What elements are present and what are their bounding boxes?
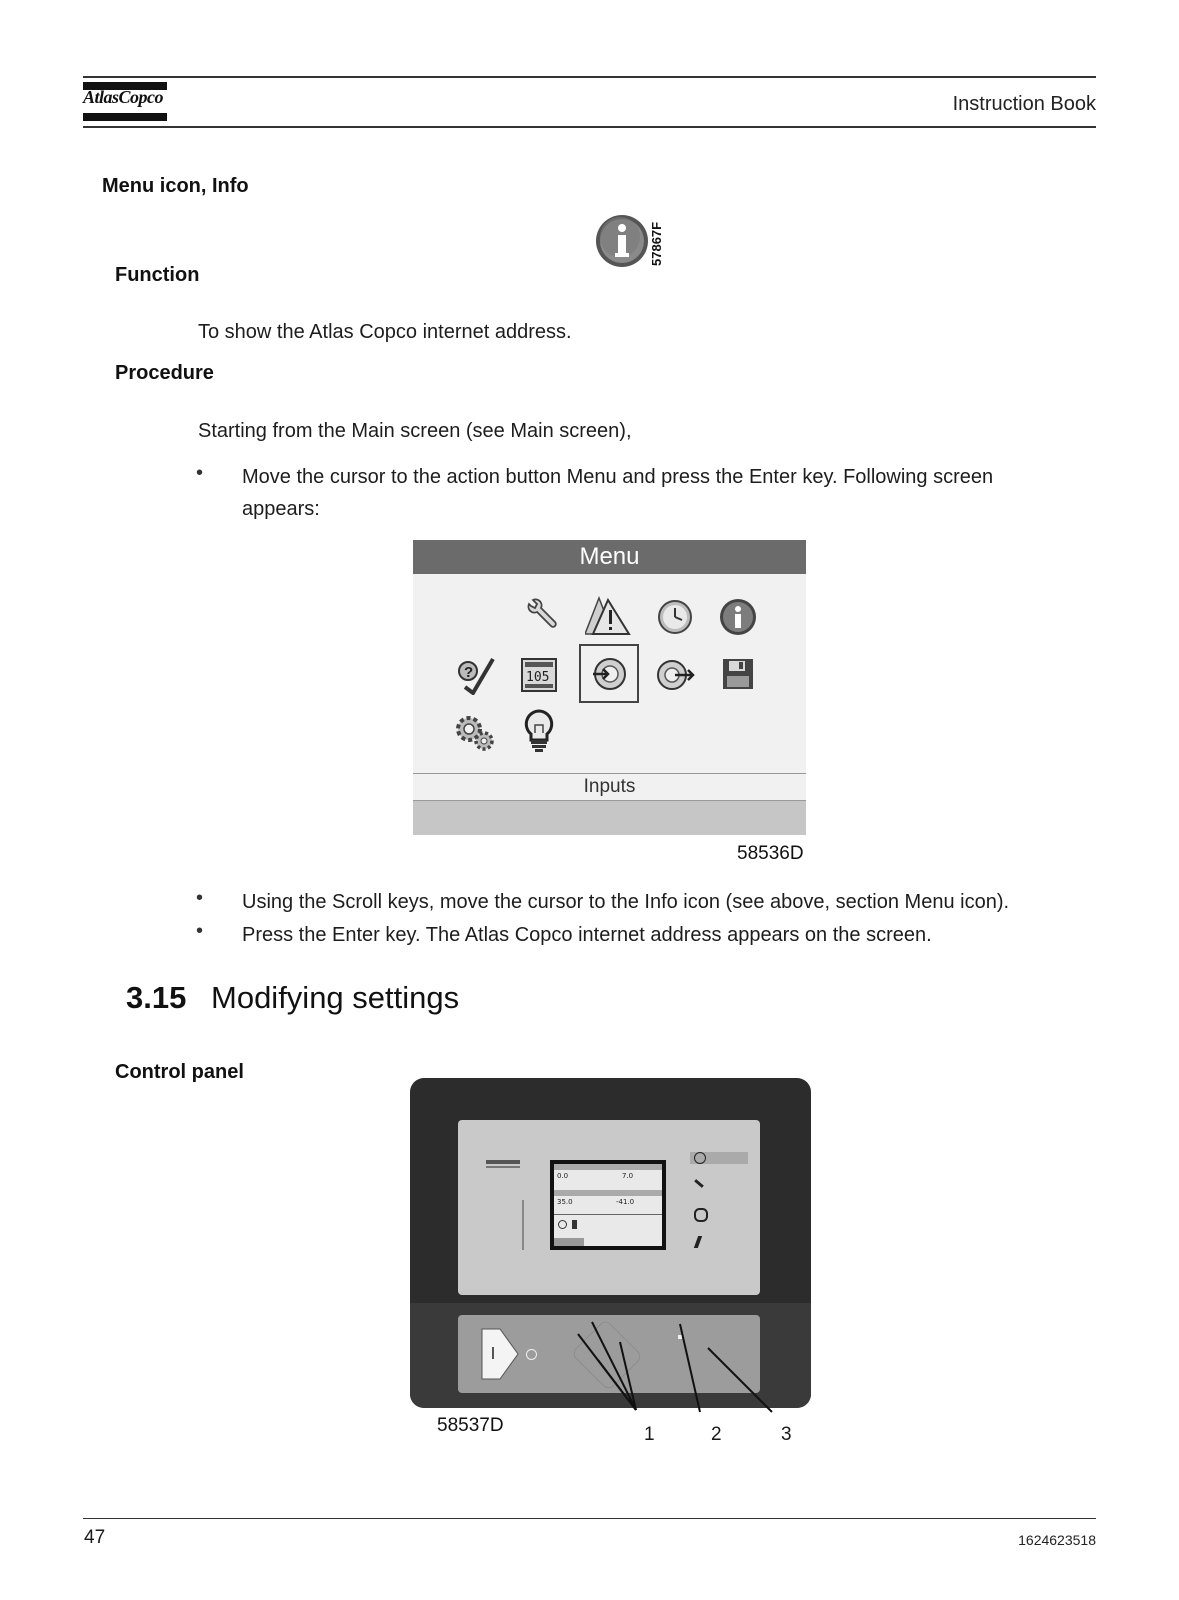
svg-text:57867F: 57867F: [649, 221, 664, 266]
menu-screen-figure: [413, 540, 806, 835]
menu-footer-bar: [413, 801, 806, 835]
panel-vertical-text: [522, 1200, 524, 1250]
selected-item-label: Inputs: [583, 776, 636, 797]
function-text: To show the Atlas Copco internet address.: [198, 321, 572, 343]
menu-title: Menu: [413, 540, 806, 574]
callout-1: 1: [644, 1424, 655, 1445]
callout-3: 3: [781, 1424, 792, 1445]
logo-bottom-bar: [83, 113, 167, 121]
procedure-heading: Procedure: [115, 362, 214, 384]
stop-button[interactable]: [526, 1349, 537, 1360]
lcd-value-3: 35.0: [557, 1198, 573, 1206]
panel-figure-code: 58537D: [437, 1415, 504, 1436]
lcd-value-2: 7.0: [622, 1172, 634, 1180]
info-icon: [594, 213, 650, 269]
gears-icon: [453, 713, 497, 753]
svg-text:105: 105: [526, 670, 550, 685]
service-led-icon: [694, 1179, 704, 1188]
auto-led-icon: [694, 1208, 708, 1222]
book-title: Instruction Book: [952, 93, 1096, 115]
header-top-rule: [83, 76, 1096, 78]
lcd-value-4: -41.0: [616, 1198, 635, 1206]
power-led-icon: [694, 1152, 706, 1164]
bullet-3-text: Press the Enter key. The Atlas Copco internet address appears on the screen.: [242, 924, 932, 946]
counter-icon: [521, 658, 557, 692]
wrench-icon: [523, 598, 559, 634]
header-bottom-rule: [83, 126, 1096, 128]
start-button[interactable]: [480, 1327, 520, 1381]
menu-figure-code: 58536D: [737, 843, 804, 864]
control-panel-heading: Control panel: [115, 1061, 244, 1083]
bullet-1-line-2: appears:: [242, 498, 320, 520]
clock-icon: [657, 599, 693, 635]
panel-logo-mark: [486, 1160, 520, 1164]
bullet-1-line-1: Move the cursor to the action button Menu and press the Enter key. Following screen: [242, 466, 994, 488]
icon-code-label: [648, 216, 666, 268]
section-number: 3.15: [126, 980, 187, 1015]
callout-lines: [560, 1320, 820, 1430]
save-icon: [722, 658, 754, 690]
panel-logo-line: [486, 1166, 520, 1168]
checklist-icon: [455, 655, 495, 695]
bullet-marker: •: [196, 920, 204, 942]
menu-info-heading: Menu icon, Info: [102, 175, 249, 197]
menu-selection-cursor: [579, 644, 639, 703]
panel-face: [458, 1120, 760, 1295]
svg-text:?: ?: [464, 664, 474, 681]
bullet-marker: •: [196, 887, 204, 909]
function-heading: Function: [115, 264, 200, 286]
section-title: Modifying settings: [211, 980, 460, 1015]
bullet-marker: •: [196, 462, 204, 484]
procedure-intro: Starting from the Main screen (see Main screen),: [198, 420, 632, 442]
bulb-icon: [523, 709, 555, 753]
footer-rule: [83, 1518, 1096, 1519]
voltage-led-icon: [694, 1236, 702, 1248]
callout-2: 2: [711, 1424, 722, 1445]
doc-number: 1624623518: [1018, 1532, 1096, 1548]
outputs-icon: [655, 656, 695, 694]
lcd-value-1: 0.0: [557, 1172, 569, 1180]
info-icon: [719, 598, 757, 636]
warning-icon: [585, 596, 631, 636]
atlas-copco-logo: AtlasCopco: [83, 87, 164, 107]
lcd-display: [550, 1160, 666, 1250]
page-number: 47: [84, 1527, 106, 1548]
bullet-2-text: Using the Scroll keys, move the cursor to the Info icon (see above, section Menu icon).: [242, 891, 1010, 913]
